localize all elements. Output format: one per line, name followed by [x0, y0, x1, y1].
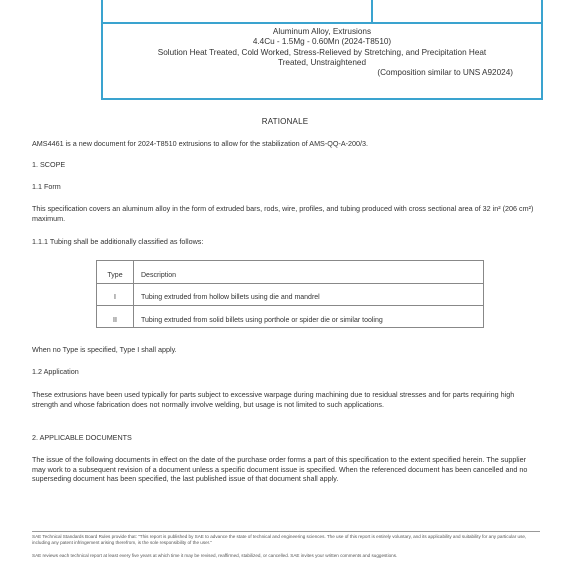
- table-cell-type: II: [113, 317, 117, 324]
- tubing-type-table: [96, 260, 484, 328]
- applicable-documents-heading: 2. APPLICABLE DOCUMENTS: [32, 433, 132, 442]
- no-type-note: When no Type is specified, Type I shall apply.: [32, 345, 177, 354]
- scope-heading: 1. SCOPE: [32, 160, 66, 169]
- application-paragraph: These extrusions have been used typically for parts subject to excessive warpage during machining due to residual stresses and for parts requiring high strength and whose fabrication does not normally involve welding, but usage is not limited to such applications.: [32, 390, 515, 409]
- spec-composition-line: 4.4Cu - 1.5Mg - 0.60Mn (2024-T8510): [252, 37, 392, 47]
- header-number-cell: [373, 0, 543, 24]
- spec-condition-line: Solution Heat Treated, Cold Worked, Stress-Relieved by Stretching, and Precipitation Heat: [157, 47, 487, 57]
- table-cell-description: Tubing extruded from hollow billets using die and mandrel: [141, 294, 320, 301]
- footer-rules-text: SAE Technical Standards Board Rules provide that: "This report is published by SAE to advance the state of technical and engineering sciences. The use of this report is entirely voluntary, and its applicability and suitability for any particular use, including any patent infringement arising therefrom, is the sole responsibility of the user.": [32, 534, 527, 546]
- form-paragraph: This specification covers an aluminum alloy in the form of extruded bars, rods, wire, profiles, and tubing produced with cross sectional area of 32 in² (206 cm²) maximum.: [32, 204, 534, 223]
- tubing-heading: 1.1.1 Tubing shall be additionally classified as follows:: [32, 237, 204, 246]
- table-header-description: Description: [141, 272, 177, 279]
- spec-uns-line: (Composition similar to UNS A92024): [377, 68, 513, 78]
- rationale-text: AMS4461 is a new document for 2024-T8510 extrusions to allow for the stabilization of AMS-QQ-A-200/3.: [32, 139, 368, 148]
- form-heading: 1.1 Form: [32, 182, 61, 191]
- header-title-cell: [101, 0, 373, 24]
- table-header-type: Type: [107, 272, 123, 279]
- footer-divider: [32, 531, 540, 532]
- spec-title-line: Aluminum Alloy, Extrusions: [272, 27, 372, 36]
- application-heading: 1.2 Application: [32, 367, 79, 376]
- rationale-heading: RATIONALE: [261, 117, 309, 126]
- table-cell-type: I: [114, 294, 116, 301]
- applicable-documents-paragraph: The issue of the following documents in effect on the date of the purchase order forms a part of this specification to the extent specified herein. The supplier may work to a subsequent revision of a document unless a specific document issue is specified. When the referenced document has been cancelled and no superseding document has been specified, the last published issue of that document shall apply.: [32, 455, 528, 484]
- specification-title-box: [101, 24, 543, 100]
- table-cell-description: Tubing extruded from solid billets using porthole or spider die or similar tooling: [141, 317, 383, 324]
- footer-review-text: SAE reviews each technical report at least every five years at which time it may be revised, reaffirmed, stabilized, or cancelled. SAE invites your written comments and suggestions.: [32, 553, 398, 558]
- spec-condition-line-cont: Treated, Unstraightened: [278, 57, 366, 67]
